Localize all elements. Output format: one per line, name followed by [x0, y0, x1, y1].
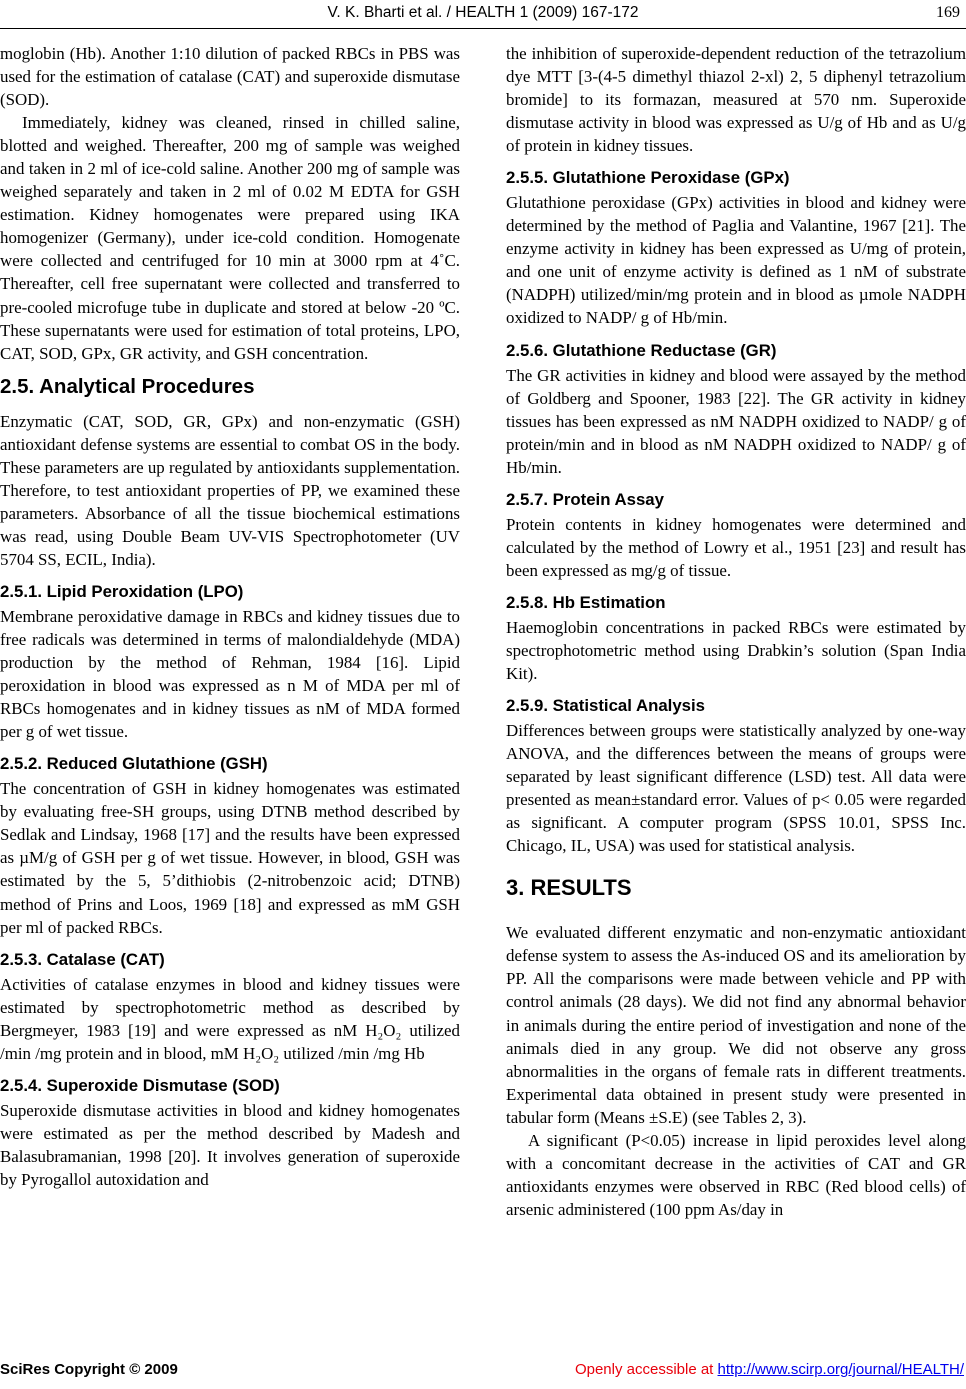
- subsection-heading: 2.5.5. Glutathione Peroxidase (GPx): [506, 168, 790, 188]
- paragraph: Differences between groups were statistically analyzed by one-way ANOVA, and the differences between the means of groups were separated by least significant difference (LSD) test. All data were presented as mean±standard error. Values of p< 0.05 were regarded as significant. A computer program (SPSS 10.01, SPSS Inc. Chicago, IL, USA) was used for statistical analysis.: [506, 721, 966, 856]
- paragraph: moglobin (Hb). Another 1:10 dilution of packed RBCs in PBS was used for the estimation of catalase (CAT) and superoxide dismutase (SOD).: [0, 44, 460, 110]
- subsection-heading: 2.5.6. Glutathione Reductase (GR): [506, 340, 777, 360]
- right-column: [506, 42, 966, 1221]
- subsection-heading: 2.5.4. Superoxide Dismutase (SOD): [0, 1075, 280, 1095]
- paragraph: A significant (P<0.05) increase in lipid peroxides level along with a concomitant decrease in the activities of CAT and GR antioxidants enzymes were observed in RBC (Red blood cells) of arsenic administered (100 ppm As/day in: [506, 1130, 966, 1219]
- paragraph: Superoxide dismutase activities in blood and kidney homogenates were estimated as per the method described by Madesh and Balasubramanian, 1998 [20]. It involves generation of superoxide by Pyrogallol autoxidation and: [0, 1100, 460, 1189]
- left-column: [0, 42, 460, 1191]
- journal-link[interactable]: http://www.scirp.org/journal/HEALTH/: [717, 1361, 964, 1378]
- section-heading: 3. RESULTS: [506, 875, 632, 901]
- paragraph: Protein contents in kidney homogenates were determined and calculated by the method of Lowry et al., 1951 [23] and result has been expressed as mg/g of tissue.: [506, 514, 966, 580]
- page-number: 169: [936, 4, 960, 21]
- page-footer: [0, 1361, 966, 1385]
- paragraph: Immediately, kidney was cleaned, rinsed in chilled saline, blotted and weighed. Thereafter, 200 mg of sample was weighed and taken in 2 ml of ice-cold saline. Another 200 mg of sample was weighed separately and taken in 2 ml of 0.02 M EDTA for GSH estimation. Kidney homogenates were prepared using IKA homogenizer (Germany), under ice-cold condition. Homogenate were collected and centrifuged for 10 min at 3000 rpm at 4˚C. Thereafter, cell free supernatant were collected and transferred to pre-cooled microfuge tube in duplicate and stored at below -20 ºC. These supernatants were used for estimation of total proteins, LPO, CAT, SOD, GPx, GR activity, and GSH concentration.: [0, 113, 460, 363]
- copyright-notice: SciRes Copyright © 2009: [0, 1361, 178, 1378]
- paragraph: the inhibition of superoxide-dependent reduction of the tetrazolium dye MTT [3-(4-5 dimethyl thiazol 2-xl) 2, 5 diphenyl tetrazolium bromide] to its formazan, measured at 570 nm. Superoxide dismutase activity in blood was expressed as U/g of Hb and as U/g of protein in kidney tissues.: [506, 44, 966, 156]
- paragraph: Activities of catalase enzymes in blood and kidney tissues were estimated by spectrophotometric method as described by Bergmeyer, 1983 [19] and were expressed as nM H₂O₂ utilized /min /mg protein and in blood, mM H₂O₂ utilized /min /mg Hb: [0, 974, 460, 1063]
- paragraph: We evaluated different enzymatic and non-enzymatic antioxidant defense system to assess the As-induced OS and its amelioration by PP. All the comparisons were made between vehicle and PP with control animals (28 days). We did not find any abnormal behavior in animals during the entire period of investigation and none of the animals died in any group. We did not observe any gross abnormalities in the organs of female rats in different treatments. Experimental data obtained in present study were presented in tabular form (Means ±S.E) (see Tables 2, 3).: [506, 923, 966, 1127]
- subsection-heading: 2.5.2. Reduced Glutathione (GSH): [0, 754, 268, 774]
- paragraph: Enzymatic (CAT, SOD, GR, GPx) and non-enzymatic (GSH) antioxidant defense systems are essential to combat OS in the body. These parameters are up regulated by antioxidants supplementation. Therefore, to test antioxidant properties of PP, we examined these parameters. Absorbance of all the tissue biochemical estimations was read, using Double Beam UV-VIS Spectrophotometer (UV 5704 SS, ECIL, India).: [0, 411, 460, 569]
- header-rule: [0, 28, 966, 29]
- section-heading: 2.5. Analytical Procedures: [0, 374, 255, 398]
- paragraph: Membrane peroxidative damage in RBCs and kidney tissues due to free radicals was determined in terms of malondialdehyde (MDA) production by the method of Rehman, 1984 [16]. Lipid peroxidation in blood was expressed as n M of MDA per ml of RBCs homogenates and in kidney tissues as nM of MDA formed per g of wet tissue.: [0, 606, 460, 742]
- open-access-notice: [575, 1361, 964, 1378]
- open-access-label: Openly accessible at: [574, 1361, 718, 1378]
- subsection-heading: 2.5.1. Lipid Peroxidation (LPO): [0, 581, 244, 601]
- paragraph: Glutathione peroxidase (GPx) activities in blood and kidney were determined by the method of Paglia and Valantine, 1967 [21]. The enzyme activity in kidney has been expressed as U/mg of protein, and one unit of enzyme activity is defined as 1 nM of substrate (NADPH) utilized/min/mg protein and in blood as µmole NADPH oxidized to NADP/ g of Hb/min.: [506, 193, 966, 328]
- paragraph: Haemoglobin concentrations in packed RBCs were estimated by spectrophotometric method using Drabkin’s solution (Span India Kit).: [506, 617, 966, 683]
- paragraph: The GR activities in kidney and blood were assayed by the method of Goldberg and Spooner, 1983 [22]. The GR activity in kidney tissues has been expressed as nM NADPH oxidized to NADP/ g of protein/min and in blood as nM NADPH oxidized to NADP/ g of Hb/min.: [506, 365, 966, 477]
- subsection-heading: 2.5.8. Hb Estimation: [506, 592, 666, 612]
- subsection-heading: 2.5.3. Catalase (CAT): [0, 949, 165, 969]
- running-title: V. K. Bharti et al. / HEALTH 1 (2009) 167-172: [327, 4, 639, 21]
- subsection-heading: 2.5.7. Protein Assay: [506, 489, 664, 509]
- subsection-heading: 2.5.9. Statistical Analysis: [506, 696, 705, 716]
- paragraph: The concentration of GSH in kidney homogenates was estimated by evaluating free-SH groups, using DTNB method described by Sedlak and Lindsay, 1968 [17] and the results have been expressed as µM/g of GSH per g of wet tissue. However, in blood, GSH was estimated by the 5, 5’dithiobis (2-nitrobenzoic acid; DTNB) method of Prins and Loos, 1969 [18] and expressed as mM GSH per ml of packed RBCs.: [0, 779, 460, 937]
- running-header: [0, 2, 966, 28]
